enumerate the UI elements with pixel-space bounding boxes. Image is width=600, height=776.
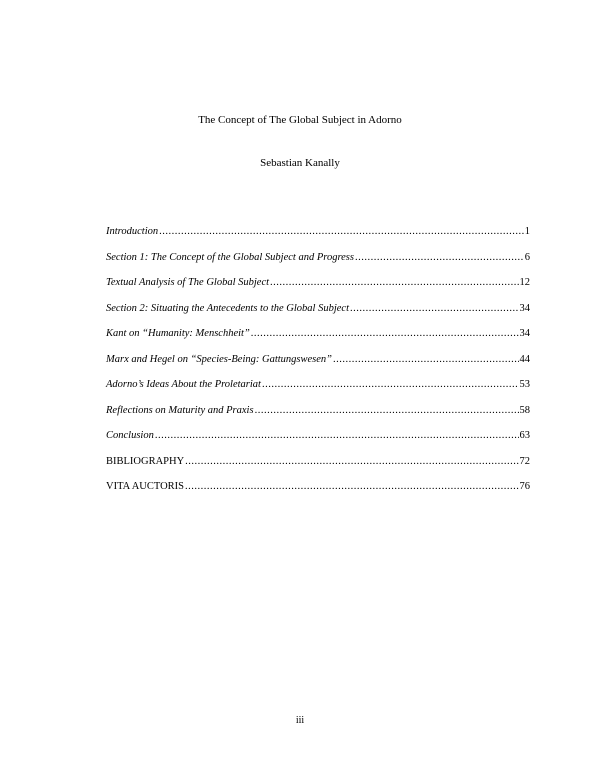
toc-entry-page: 34	[519, 302, 530, 314]
toc-entry-label: Adorno’s Ideas About the Proletariat	[106, 379, 261, 390]
toc-entry-marx-hegel	[106, 354, 530, 380]
toc-leader-dots	[159, 226, 524, 237]
toc-entry-label: Section 1: The Concept of the Global Subject and Progress	[106, 251, 354, 263]
toc-entry-label: Conclusion	[106, 430, 154, 441]
toc-entry-page: 63	[519, 430, 530, 441]
toc-entry-proletariat	[106, 379, 530, 405]
toc-entry-label: Introduction	[106, 226, 159, 237]
toc-entry-conclusion	[106, 430, 530, 456]
table-of-contents	[106, 226, 530, 507]
toc-entry-label: Reflections on Maturity and Praxis	[106, 404, 254, 416]
toc-leader-dots	[270, 277, 518, 288]
toc-entry-label: Kant on “Humanity: Menschheit”	[106, 328, 250, 339]
toc-entry-label: Textual Analysis of The Global Subject	[106, 277, 270, 288]
toc-leader-dots	[155, 430, 519, 441]
toc-leader-dots	[185, 456, 518, 467]
toc-leader-dots	[251, 328, 519, 339]
toc-leader-dots	[350, 303, 518, 314]
toc-leader-dots	[333, 354, 518, 365]
toc-entry-kant	[106, 328, 530, 354]
toc-entry-section-1	[106, 252, 530, 278]
toc-leader-dots	[355, 252, 524, 263]
toc-entry-page: 76	[519, 481, 530, 492]
author-name: Sebastian Kanally	[260, 157, 340, 169]
toc-entry-label: BIBLIOGRAPHY	[106, 455, 185, 467]
toc-entry-vita-auctoris	[106, 481, 530, 507]
toc-entry-page: 53	[519, 379, 530, 390]
toc-entry-introduction	[106, 226, 530, 252]
toc-entry-page: 44	[519, 353, 530, 365]
toc-entry-page: 72	[519, 455, 530, 467]
toc-entry-label: Section 2: Situating the Antecedents to the Global Subject	[106, 302, 350, 314]
toc-entry-bibliography	[106, 456, 530, 482]
toc-entry-textual-analysis	[106, 277, 530, 303]
toc-entry-page: 6	[524, 251, 530, 263]
toc-entry-page: 12	[519, 277, 530, 288]
page-number: iii	[295, 715, 305, 726]
toc-entry-section-2	[106, 303, 530, 329]
toc-entry-maturity-praxis	[106, 405, 530, 431]
toc-entry-label: Marx and Hegel on “Species-Being: Gattungswesen”	[106, 353, 333, 365]
document-title: The Concept of The Global Subject in Adorno	[198, 114, 402, 126]
toc-entry-label: VITA AUCTORIS	[106, 481, 185, 492]
toc-entry-page: 58	[519, 404, 530, 416]
toc-leader-dots	[262, 379, 519, 390]
toc-leader-dots	[185, 481, 518, 492]
toc-entry-page: 1	[524, 226, 530, 237]
toc-entry-page: 34	[519, 328, 530, 339]
toc-leader-dots	[255, 405, 519, 416]
